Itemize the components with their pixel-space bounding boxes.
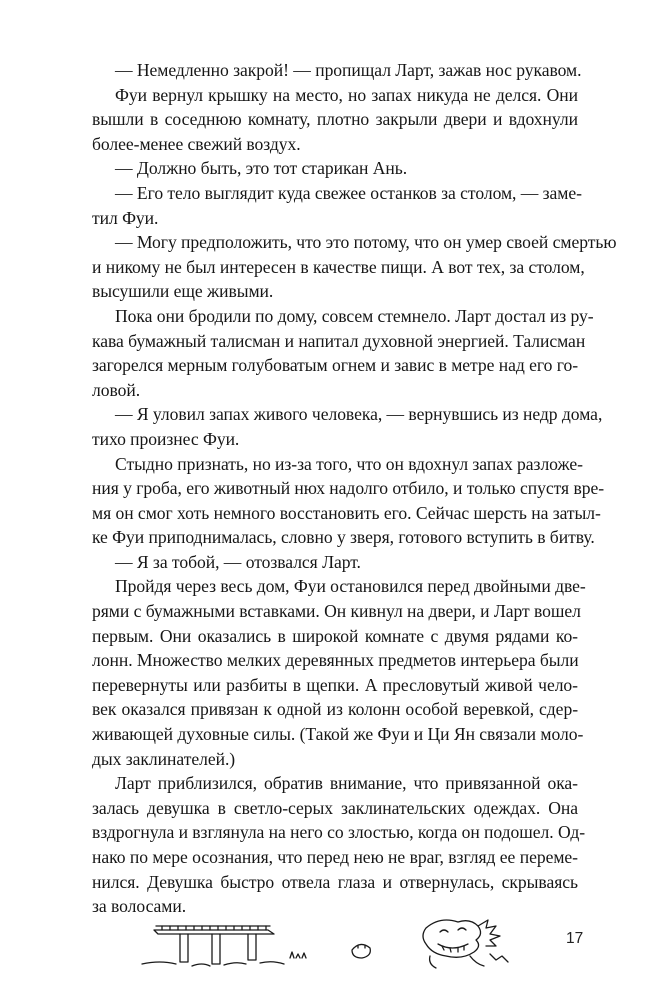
- text-line: лонн. Множество мелких деревянных предметов интерьера были: [92, 650, 579, 671]
- text-line: перевернуты или разбиты в щепки. А пресловутый живой чело-: [92, 674, 578, 695]
- text-line: — Я уловил запах живого человека, — вернувшись из недр дома,: [115, 404, 603, 425]
- text-line: ния у гроба, его животный нюх надолго отбило, и только спустя вре-: [92, 478, 605, 499]
- paragraph: [92, 58, 582, 83]
- text-line: высушили еще живыми.: [92, 281, 274, 302]
- paragraph: [92, 156, 578, 181]
- text-line: кава бумажный талисман и напитал духовной энергией. Талисман: [92, 330, 586, 351]
- page-number: 17: [566, 930, 584, 947]
- body-text: [92, 58, 617, 919]
- paragraph: [92, 402, 603, 451]
- paragraph: [92, 304, 594, 402]
- text-line: за волосами.: [92, 896, 187, 917]
- ink-sketch-bridge-and-dragon-icon: [140, 910, 520, 972]
- text-line: Пройдя через весь дом, Фуи остановился перед двойными две-: [115, 576, 586, 597]
- text-line: живающей духовные силы. (Такой же Фуи и Ци Ян связали моло-: [92, 724, 584, 745]
- text-line: — Могу предположить, что это потому, что он умер своей смертью: [115, 232, 617, 253]
- text-line: дых заклинателей.): [92, 748, 236, 769]
- text-line: Фуи вернул крышку на место, но запах никуда не делся. Они: [115, 84, 578, 105]
- text-line: залась девушка в светло-серых заклинательских одеждах. Она: [92, 797, 578, 818]
- text-line: загорелся мерным голубоватым огнем и завис в метре над его го-: [92, 355, 578, 376]
- text-line: тил Фуи.: [92, 207, 159, 228]
- text-line: рями с бумажными вставками. Он кивнул на двери, и Ларт вошел: [92, 601, 581, 622]
- paragraph: [92, 181, 582, 230]
- paragraph: [92, 230, 617, 304]
- text-line: ловой.: [92, 379, 141, 400]
- text-line: ке Фуи приподнималась, словно у зверя, готового вступить в битву.: [92, 527, 595, 548]
- text-line: нился. Девушка быстро отвела глаза и отвернулась, скрываясь: [92, 871, 578, 892]
- text-line: Ларт приблизился, обратив внимание, что привязанной ока-: [115, 773, 578, 794]
- text-line: более-менее свежий воздух.: [92, 133, 301, 154]
- text-line: век оказался привязан к одной из колонн особой веревкой, сдер-: [92, 699, 578, 720]
- text-line: — Я за тобой, — отозвался Ларт.: [115, 551, 361, 572]
- text-line: — Должно быть, это тот старикан Ань.: [115, 158, 408, 179]
- text-line: Пока они бродили по дому, совсем стемнело. Ларт достал из ру-: [115, 305, 594, 326]
- paragraph: [92, 771, 586, 919]
- text-line: первым. Они оказались в широкой комнате с двумя рядами ко-: [92, 625, 578, 646]
- text-line: — Его тело выглядит куда свежее останков за столом, — заме-: [115, 182, 582, 203]
- paragraph: [92, 574, 586, 771]
- text-line: вздрогнула и взглянула на него со злостью, когда он подошел. Од-: [92, 822, 586, 843]
- text-line: мя он смог хоть немного восстановить его. Сейчас шерсть на затыл-: [92, 502, 601, 523]
- text-line: тихо произнес Фуи.: [92, 428, 240, 449]
- text-line: и никому не был интересен в качестве пищи. А вот тех, за столом,: [92, 256, 585, 277]
- paragraph: [92, 83, 578, 157]
- text-line: вышли в соседнюю комнату, плотно закрыли двери и вдохнули: [92, 109, 578, 130]
- text-line: нако по мере осознания, что перед нею не враг, взгляд ее переме-: [92, 847, 578, 867]
- paragraph: [92, 452, 605, 550]
- text-line: — Немедленно закрой! — пропищал Ларт, зажав нос рукавом.: [115, 60, 582, 80]
- paragraph: [92, 550, 578, 575]
- text-line: Стыдно признать, но из-за того, что он вдохнул запах разложе-: [115, 453, 583, 474]
